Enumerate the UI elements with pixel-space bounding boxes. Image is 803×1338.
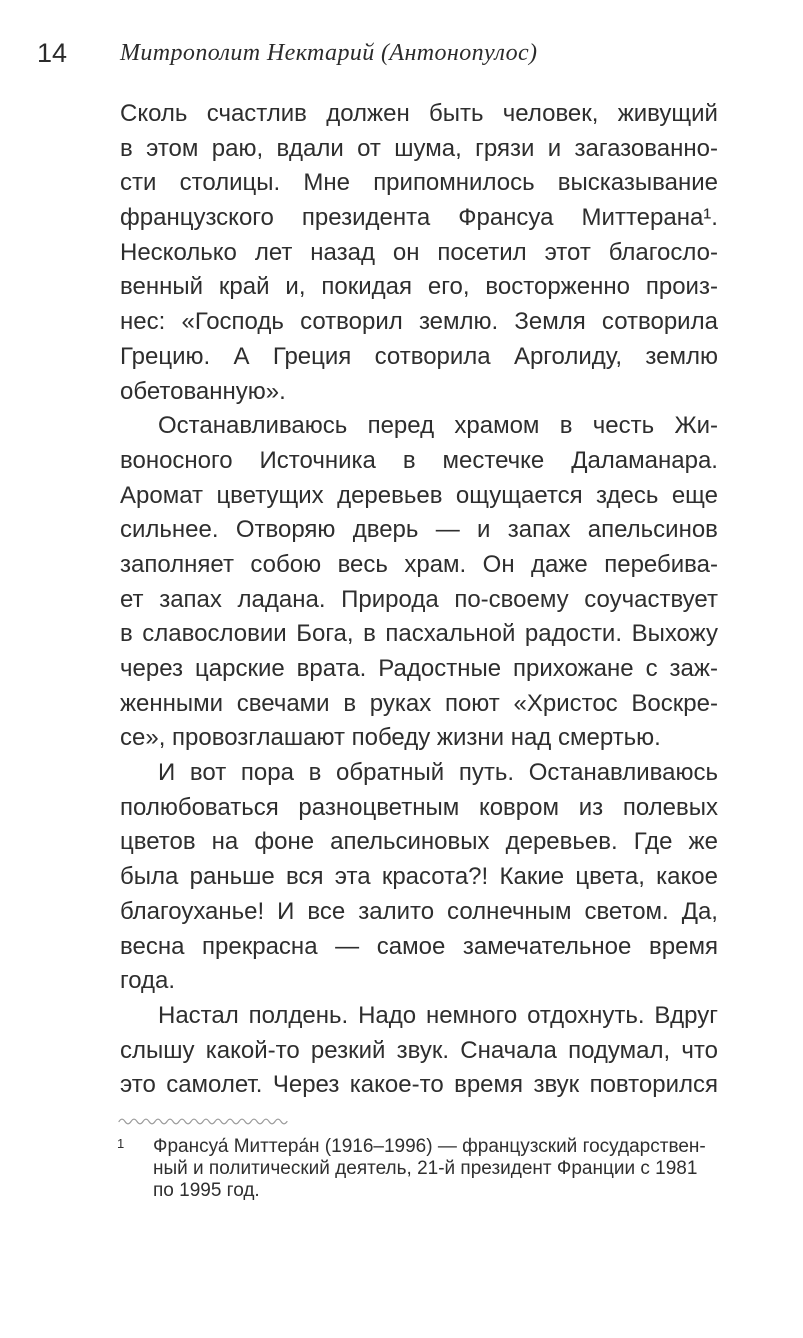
word: храмом bbox=[454, 412, 540, 440]
word: апельсинов bbox=[587, 516, 718, 544]
word: А bbox=[233, 342, 250, 370]
word: сильнее. bbox=[120, 516, 219, 544]
word: этот bbox=[544, 238, 591, 266]
word: радости. bbox=[524, 620, 623, 648]
footnote-text bbox=[153, 1136, 707, 1202]
word: поют bbox=[444, 689, 500, 717]
word: счастлив bbox=[206, 100, 307, 127]
word: он bbox=[392, 238, 420, 266]
word: и bbox=[477, 516, 491, 544]
footnote-separator-wavy-line bbox=[117, 1116, 293, 1126]
paragraph-2 bbox=[120, 409, 718, 756]
word: полюбоваться bbox=[120, 793, 279, 821]
word: же bbox=[688, 828, 718, 856]
word: воносного bbox=[120, 446, 233, 474]
word: Выхожу bbox=[631, 620, 718, 648]
paragraph-4 bbox=[120, 999, 718, 1103]
word: Да, bbox=[681, 897, 718, 925]
body-line bbox=[120, 166, 718, 201]
word: это bbox=[120, 1071, 156, 1099]
word: Какие bbox=[499, 863, 565, 891]
word: ковром bbox=[478, 793, 559, 821]
word: фоне bbox=[254, 828, 315, 856]
word: Настал bbox=[158, 1001, 239, 1029]
body-line bbox=[120, 97, 718, 132]
body-line bbox=[120, 444, 718, 479]
word: Через bbox=[272, 1071, 340, 1099]
word: Земля bbox=[514, 308, 586, 336]
word: должен bbox=[326, 100, 410, 127]
word: в bbox=[308, 759, 322, 787]
word: слышу bbox=[120, 1036, 195, 1064]
word: И bbox=[277, 897, 295, 925]
word: даже bbox=[531, 550, 588, 578]
word: была bbox=[120, 863, 179, 891]
word: лет bbox=[254, 238, 293, 266]
word: землю bbox=[645, 342, 718, 370]
word: Бога, bbox=[296, 620, 354, 648]
word: и bbox=[547, 134, 562, 162]
word: от bbox=[357, 134, 381, 162]
word: соучаствует bbox=[584, 585, 718, 613]
word: и, bbox=[285, 273, 306, 301]
word: цветов bbox=[120, 828, 196, 856]
word: Вдруг bbox=[654, 1001, 718, 1029]
word: Радостные bbox=[378, 655, 502, 682]
body-line bbox=[120, 305, 718, 340]
word: какое-то bbox=[349, 1071, 444, 1099]
word: из bbox=[578, 793, 604, 821]
word: Сначала bbox=[460, 1036, 557, 1064]
word: запах bbox=[507, 516, 571, 544]
word: сотворила bbox=[374, 342, 491, 370]
body-line bbox=[120, 513, 718, 548]
word: самое bbox=[376, 932, 446, 960]
word: женными bbox=[120, 689, 224, 717]
word: живущий bbox=[617, 100, 718, 127]
word: резкий bbox=[310, 1036, 386, 1064]
word: Природа bbox=[341, 585, 439, 613]
word: в bbox=[363, 620, 376, 648]
word: запах bbox=[159, 585, 222, 613]
word: Арголиду, bbox=[513, 342, 623, 370]
body-line bbox=[120, 548, 718, 583]
word: здесь bbox=[596, 481, 659, 509]
word: Даламанара. bbox=[571, 446, 718, 474]
word: цвета, bbox=[575, 863, 645, 891]
word: апельсиновых bbox=[330, 828, 490, 856]
word: немного bbox=[425, 1001, 518, 1029]
word: звук bbox=[533, 1071, 580, 1099]
body-line bbox=[120, 930, 718, 965]
word: вся bbox=[285, 863, 324, 891]
word: Надо bbox=[358, 1001, 417, 1029]
body-line bbox=[120, 860, 718, 895]
word: еще bbox=[671, 481, 718, 509]
word: отдохнуть. bbox=[527, 1001, 645, 1029]
word: Греция bbox=[272, 342, 352, 370]
word: разноцветным bbox=[298, 793, 460, 821]
word: путь. bbox=[458, 759, 515, 787]
word: ет bbox=[120, 585, 144, 613]
word: французского bbox=[120, 204, 274, 232]
running-header-author: Митрополит Нектарий (Антонопулос) bbox=[120, 40, 538, 66]
word: дверь bbox=[352, 516, 419, 544]
word: все bbox=[307, 897, 346, 925]
body-line bbox=[120, 270, 718, 305]
page-number: 14 bbox=[37, 38, 68, 68]
body-line bbox=[120, 999, 718, 1034]
body-line bbox=[120, 201, 718, 236]
word: Останавливаюсь bbox=[528, 759, 718, 787]
word: ладана. bbox=[237, 585, 326, 613]
word: Отворяю bbox=[235, 516, 336, 544]
word: прихожане bbox=[513, 655, 634, 682]
word: в bbox=[120, 134, 133, 162]
paragraph-1 bbox=[120, 97, 718, 409]
word: деревьев. bbox=[505, 828, 618, 856]
word: перед bbox=[367, 412, 435, 440]
word: что bbox=[681, 1036, 718, 1064]
word: Несколько bbox=[120, 238, 237, 266]
word: «Господь bbox=[181, 308, 284, 336]
word: Сколь bbox=[120, 100, 188, 127]
word: Грецию. bbox=[120, 342, 211, 370]
word: красота?! bbox=[381, 863, 489, 891]
body-line bbox=[120, 236, 718, 271]
word: Останавливаюсь bbox=[158, 412, 348, 440]
word: посетил bbox=[437, 238, 527, 266]
word: какое bbox=[656, 863, 718, 891]
word: человек, bbox=[502, 100, 599, 127]
word: полдень. bbox=[248, 1001, 349, 1029]
word: обратный bbox=[336, 759, 445, 787]
word: светом. bbox=[584, 897, 669, 925]
word: Жи- bbox=[674, 412, 718, 440]
word: честь bbox=[592, 412, 655, 440]
word: пора bbox=[240, 759, 294, 787]
word: нес: bbox=[120, 308, 166, 336]
word: какой-то bbox=[205, 1036, 300, 1064]
body-line: обетованную». bbox=[120, 377, 286, 405]
word: грязи bbox=[475, 134, 535, 162]
word: полевых bbox=[622, 793, 718, 821]
word: Миттерана¹. bbox=[581, 204, 718, 232]
word: свечами bbox=[236, 689, 330, 717]
word: И bbox=[158, 759, 176, 787]
word: высказывание bbox=[557, 169, 718, 197]
word: восторженно bbox=[485, 273, 630, 301]
body-line bbox=[120, 895, 718, 930]
body-line bbox=[120, 1034, 718, 1069]
word: Мне bbox=[303, 169, 350, 197]
body-line: года. bbox=[120, 967, 176, 995]
word: замечательное bbox=[462, 932, 632, 960]
word: вот bbox=[189, 759, 227, 787]
word: время bbox=[649, 932, 718, 960]
word: солнечным bbox=[447, 897, 572, 925]
word: пасхальной bbox=[385, 620, 516, 648]
word: славословии bbox=[142, 620, 287, 648]
word: президента bbox=[301, 204, 431, 232]
word: по-своему bbox=[454, 585, 569, 613]
word: руках bbox=[369, 689, 432, 717]
word: весь bbox=[337, 550, 388, 578]
word: раю, bbox=[211, 134, 264, 162]
word: прекрасна bbox=[202, 932, 318, 960]
body-line bbox=[120, 583, 718, 618]
footnote-line: по 1995 год. bbox=[153, 1180, 260, 1201]
word: залито bbox=[358, 897, 435, 925]
word: храм. bbox=[404, 550, 467, 578]
body-line: се», провозглашают победу жизни над смертью. bbox=[120, 724, 661, 752]
body-line bbox=[120, 409, 718, 444]
word: цветущих bbox=[216, 481, 324, 509]
word: назад bbox=[310, 238, 375, 266]
word: вдали bbox=[276, 134, 344, 162]
body-line bbox=[120, 652, 718, 687]
word: «Христос bbox=[513, 689, 618, 717]
word: край bbox=[218, 273, 270, 301]
word: произ- bbox=[645, 273, 718, 301]
word: время bbox=[454, 1071, 524, 1099]
word: в bbox=[559, 412, 573, 440]
word: Он bbox=[482, 550, 515, 578]
word: в bbox=[402, 446, 416, 474]
word: землю. bbox=[418, 308, 499, 336]
body-line bbox=[120, 132, 718, 167]
word: сотворил bbox=[300, 308, 403, 336]
word: Где bbox=[633, 828, 673, 856]
word: на bbox=[211, 828, 239, 856]
word: с bbox=[645, 655, 658, 682]
word: местечке bbox=[442, 446, 545, 474]
word: врата. bbox=[296, 655, 367, 682]
word: Аромат bbox=[120, 481, 204, 509]
word: повторился bbox=[589, 1071, 718, 1099]
word: подумал, bbox=[568, 1036, 671, 1064]
word: припомнилось bbox=[373, 169, 535, 197]
word: самолет. bbox=[166, 1071, 263, 1099]
word: благоуханье! bbox=[120, 897, 265, 925]
body-text bbox=[120, 97, 718, 1103]
word: столицы. bbox=[179, 169, 281, 197]
word: через bbox=[120, 655, 184, 682]
word: благосло- bbox=[608, 238, 718, 266]
word: эта bbox=[334, 863, 371, 891]
word: ощущается bbox=[455, 481, 583, 509]
word: звук. bbox=[396, 1036, 450, 1064]
word: сотворила bbox=[601, 308, 718, 336]
word: заж- bbox=[669, 655, 718, 682]
word: весна bbox=[120, 932, 185, 960]
word: шума, bbox=[394, 134, 462, 162]
word: деревьев bbox=[337, 481, 443, 509]
word: собою bbox=[250, 550, 322, 578]
word: царские bbox=[195, 655, 285, 682]
word: — bbox=[335, 932, 360, 960]
body-line bbox=[120, 340, 718, 375]
body-line bbox=[120, 791, 718, 826]
footnote-marker: 1 bbox=[117, 1136, 125, 1151]
word: Воскре- bbox=[631, 689, 718, 717]
body-line bbox=[120, 617, 718, 652]
word: быть bbox=[428, 100, 484, 127]
footnote-line: Франсуа́ Миттера́н (1916–1996) — французский государствен- bbox=[153, 1136, 706, 1157]
word: его, bbox=[427, 273, 470, 301]
body-line bbox=[120, 756, 718, 791]
body-line bbox=[120, 1068, 718, 1103]
word: загазованно- bbox=[574, 134, 718, 162]
word: Франсуа bbox=[458, 204, 554, 232]
body-line bbox=[120, 687, 718, 722]
footnote-line: ный и политический деятель, 21-й президент Франции с 1981 bbox=[153, 1158, 698, 1179]
word: венный bbox=[120, 273, 203, 301]
word: заполняет bbox=[120, 550, 234, 578]
word: раньше bbox=[189, 863, 275, 891]
body-line bbox=[120, 825, 718, 860]
paragraph-3 bbox=[120, 756, 718, 999]
word: перебива- bbox=[604, 550, 718, 578]
word: покидая bbox=[321, 273, 413, 301]
word: Источника bbox=[259, 446, 376, 474]
footnote bbox=[117, 1136, 707, 1202]
body-line bbox=[120, 479, 718, 514]
word: сти bbox=[120, 169, 157, 197]
word: — bbox=[435, 516, 460, 544]
word: в bbox=[120, 620, 133, 648]
word: в bbox=[343, 689, 357, 717]
word: этом bbox=[146, 134, 199, 162]
